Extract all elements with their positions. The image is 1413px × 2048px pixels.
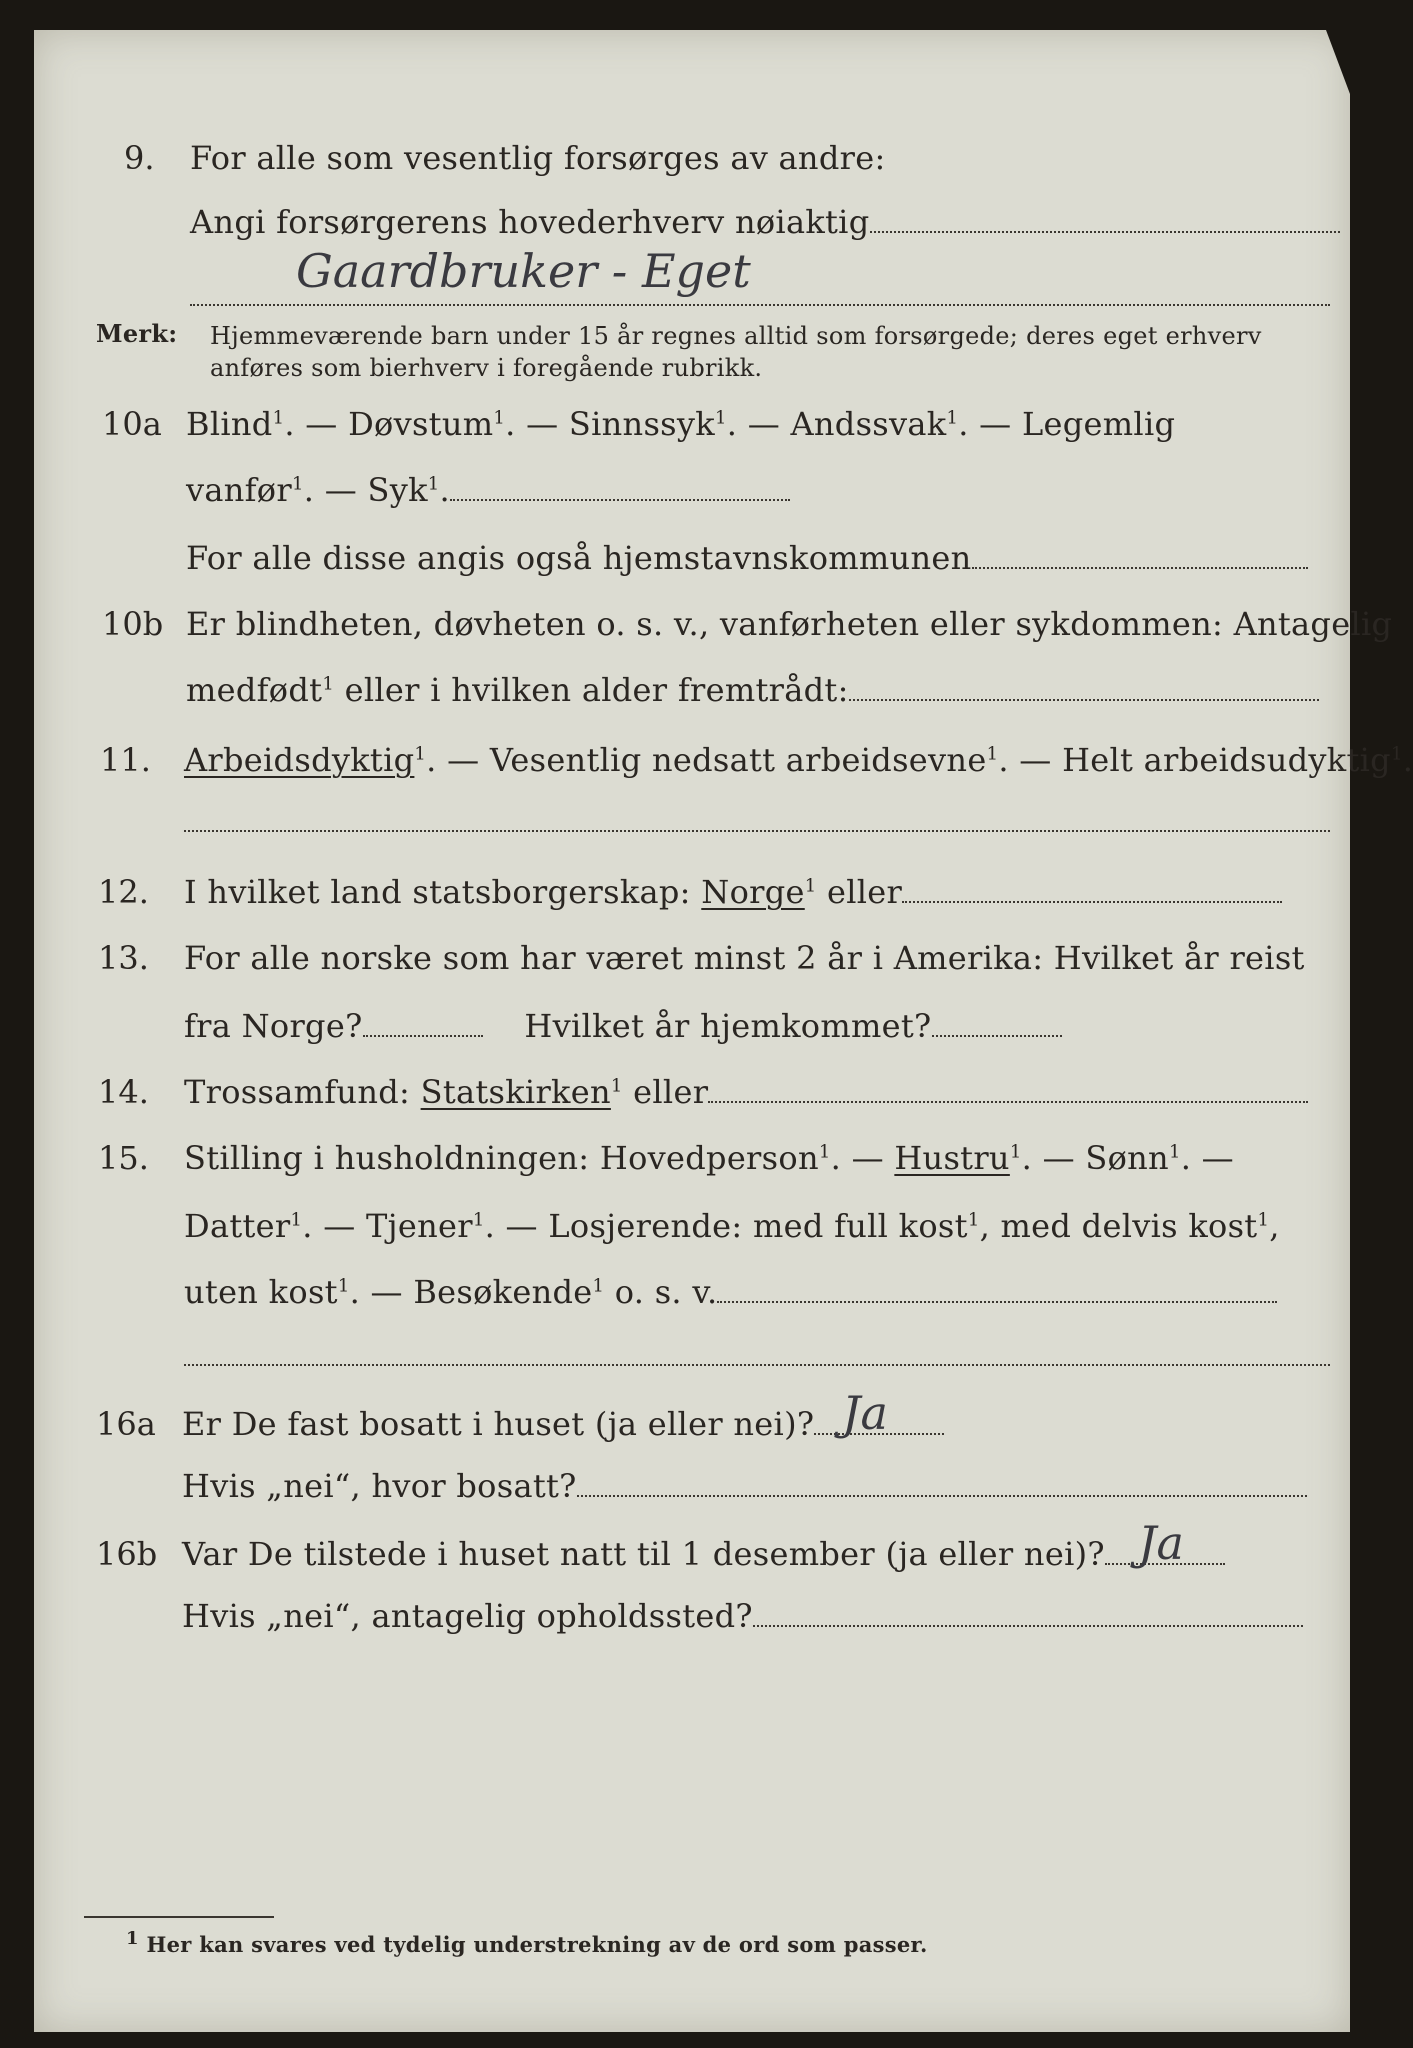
answer-line [577,1489,1307,1497]
folded-corner [1326,30,1350,94]
footnote: $^1$ Her kan svares ved tydelig understrekning av de ord som passer. [126,1928,928,1957]
question-text: vanfør$^1$. — Syk$^1$. [186,474,790,506]
answer-line [190,304,1330,306]
handwritten-answer: Gaardbruker - Eget [296,244,751,298]
question-text: Hvis „nei“, antagelig opholdssted? [182,1600,1303,1632]
question-number: 12. [98,873,149,911]
question-text: Trossamfund: Statskirken$^1$ eller [184,1076,1308,1108]
answer-line [849,693,1319,701]
question-text: Er De fast bosatt i huset (ja eller nei)? [182,1408,944,1440]
question-number: 14. [98,1073,149,1111]
census-form-page [34,30,1413,2032]
question-text: medfødt$^1$ eller i hvilken alder fremtrådt: [186,674,1319,706]
question-text: Arbeidsdyktig$^1$. — Vesentlig nedsatt arbeidsevne$^1$. — Helt arbeidsudyktig$^1$. [184,741,1413,779]
question-text: Datter$^1$. — Tjener$^1$. — Losjerende: med full kost$^1$, med delvis kost$^1$, [184,1207,1280,1245]
question-number: 9. [124,139,155,177]
question-text: Blind$^1$. — Døvstum$^1$. — Sinnssyk$^1$. — Andssvak$^1$. — Legemlig [186,405,1176,443]
question-text: Var De tilstede i huset natt til 1 desember (ja eller nei)? [182,1538,1225,1570]
question-number: 11. [100,741,151,779]
question-number: 10b [102,605,164,643]
question-number: 16a [96,1405,156,1443]
answer-line [184,830,1330,832]
question-number: 13. [98,939,149,977]
footnote-rule [84,1916,274,1918]
question-number: 16b [96,1535,158,1573]
question-number: 15. [98,1139,149,1177]
handwritten-answer: Ja [842,1386,888,1440]
question-number: 10a [102,405,162,443]
answer-line [902,895,1282,903]
answer-line [363,1029,483,1037]
answer-line [753,1619,1303,1627]
question-text: fra Norge? Hvilket år hjemkommet? [184,1010,1062,1042]
question-text: Er blindheten, døvheten o. s. v., vanførheten eller sykdommen: Antagelig [186,605,1393,643]
note-text: Hjemmeværende barn under 15 år regnes alltid som forsørgede; deres eget erhverv [210,322,1262,350]
answer-line [450,493,790,501]
answer-line [972,561,1308,569]
question-text: For alle som vesentlig forsørges av andre: [190,139,886,177]
question-text: Angi forsørgerens hovederhverv nøiaktig [190,206,1340,238]
question-text: For alle norske som har været minst 2 år i Amerika: Hvilket år reist [184,939,1305,977]
question-text: Hvis „nei“, hvor bosatt? [182,1470,1307,1502]
answer-line [870,225,1340,233]
question-text: For alle disse angis også hjemstavnskommunen [186,542,1308,574]
question-text: Stilling i husholdningen: Hovedperson$^1$. — Hustru$^1$. — Sønn$^1$. — [184,1139,1234,1177]
question-text: I hvilket land statsborgerskap: Norge$^1$ eller [184,876,1282,908]
answer-line [184,1364,1330,1366]
answer-line [717,1295,1277,1303]
answer-line [708,1095,1308,1103]
answer-line [932,1029,1062,1037]
handwritten-answer: Ja [1138,1516,1184,1570]
question-text: uten kost$^1$. — Besøkende$^1$ o. s. v. [184,1276,1277,1308]
note-text: anføres som bierhverv i foregående rubrikk. [210,354,763,382]
note-label: Merk: [96,319,178,348]
